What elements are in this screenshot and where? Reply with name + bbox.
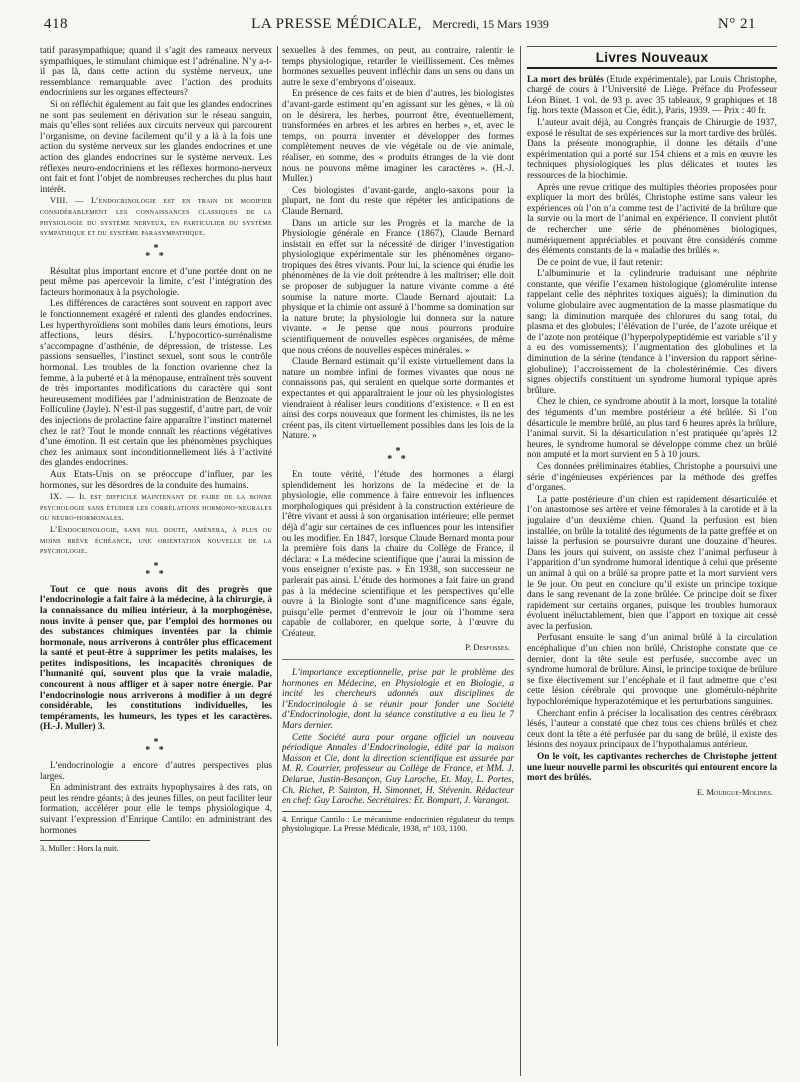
- paragraph: En présence de ces faits et de bien d’autres, les biologistes d’avant-garde estiment qu’en agissant sur les gènes, « là où on le désirera, les herbes, pourront être, éventuellement, transformées en arbres et les arbres en herbes », et, avec le temps, on pourra inventer et développer des formes complètement neuves de vie végétale ou de vie animale, réaliser, en somme, des « produits étranges de la vie dont nous ne pouvons même imaginer les caractères ». (H.-J. Muller.): [282, 89, 514, 185]
- paragraph: En toute vérité, l’étude des hormones a élargi splendidement les horizons de la médecine et de la physiologie, elle commence à faire entrevoir les influences morphologiques qui président à la construction extérieure de l’être vivant et aussi à son organisation intérieure; elle permet déjà d’agir sur certaines de ces influences pour les intensifier ou les modifier. En 1847, lorsque Claude Bernard monta pour la première fois dans la chaire du Collège de France, il déclara: « La médecine scientifique que j’aurai la mission de vous enseigner n’existe pas. » En 1938, son successeur ne parlerait pas ainsi. L’étude des hormones a fait faire un grand pas à la médecine scientifique et les perspectives qu’elle ouvre à la Biologie sont d’une magnificence sans égale, puisqu’elle permet d’entrevoir le jour où l’homme sera capable de collaborer, en quelque sorte, à l’œuvre du Créateur.: [282, 469, 514, 639]
- reviewer-signature: E. Mourgue-Molines.: [696, 786, 773, 797]
- paragraph: Cette Société aura pour organe officiel un nouveau périodique Annales d’Endocrinologie, édité par la maison Masson et Cie, dont la direction scientifique est assurée par M. R. Courrier, professeur au Collège de France, et MM. J. Delarue, Justin-Besançon, Guy Laroche, Et. May, L. Portes, Ch. Richet, P. Sainton, H. Simonnet, H. Stévenin. Rédacteur en chef: Guy Laroche. Secrétaires: Et. Bompart, J. Varangot.: [282, 732, 514, 807]
- section-separator: * * *: [145, 242, 167, 262]
- paragraph: Aux Etats-Unis on se préoccupe d’influer, par les hormones, sur les désordres de la conduite des humains.: [40, 469, 272, 491]
- paragraph: Dans un article sur les Progrès et la marche de la Physiologie générale en France (1867), Claude Bernard insistait en effet sur la nécessité de diriger l’investigation physiologique expérimentale sur les phénomènes organo-tropiques des êtres vivants. Pour lui, la science qui étudie les phénomènes de la vie doit prétendre à les maîtriser; elle doit se proposer de subjuguer la nature vivante comme a été soumise la nature morte. Claude Bernard ajoutait: La physique et la chimie ont assuré à l’homme sa domination sur la nature brute; la physiologie lui donnera sur la nature vivante. « Je pense que nous pourrons produire scientifiquement de nouvelles espèces organisées, de même que nous créons de nouvelles espèces minérales. »: [282, 218, 514, 356]
- book-details: (Etude expérimentale), par Louis Christophe, chargé de cours à l’Université de Liège. Préface du Professeur Léon Binet. 1 vol. de 93 p. avec 35 tableaux, 9 graphiques et 18 fig. hors texte (Masson et Cie, édit.), Paris, 1939. — Prix : 40 fr.: [527, 74, 777, 117]
- paragraph: L’importance exceptionnelle, prise par le problème des hormones en Médecine, en Physiologie et en Biologie, a incité les chercheurs adonnés aux disciplines de l’Endocrinologie à se réunir pour fonder une Société d’Endocrinologie, dont la séance constitutive a eu lieu le 7 Mars dernier.: [282, 668, 514, 732]
- numbered-conclusion: IX. — Il est difficile maintenant de faire de la bonne psychologie sans étudier les corrélations hormono-neurales ou neuro-hormonales.: [40, 492, 272, 523]
- paragraph: Les différences de caractères sont souvent en rapport avec le fonctionnement exagéré et ralenti des glandes endocrines. Les hyperthyroïdiens sont mobiles dans leurs émotions, leurs affections, leurs désirs. L’hypocortico-surrénalisme s’accompagne d’asthénie, de dépression, de tristesse. Les passions sensuelles, l’instinct sexuel, sont sous le contrôle hormonal. Les troubles de la fonction ovarienne chez la femme, à la puberté et à la ménopause, entraînent très souvent de très importantes modifications du caractère qui sont heureusement modifiées par l’administration de Benzoate de Folliculine (Jayle). N’est-il pas suggestif, d’autre part, de voir des injections de prolactine faire apparaître l’instinct maternel chez le rat? Tout le monde connaît les réactions végétatives d’une émotion. Il est certain que les phénomènes psychiques chez les animaux sont inconditionnellement liés à l’activité des glandes endocrines.: [40, 299, 272, 469]
- section-rule: [527, 67, 777, 69]
- column-divider: [520, 46, 521, 1076]
- paragraph: L’endocrinologie a encore d’autres perspectives plus larges.: [40, 761, 272, 782]
- paragraph: De ce point de vue, il faut retenir:: [537, 257, 663, 268]
- numbered-conclusion: VIII. — L’endocrinologie est en train de modifier considérablement les connaissances classiques de la physiologie du système nerveux, en particulier du système sympathique et du système parasympathique.: [40, 196, 272, 238]
- paragraph: Si on réfléchit également au fait que les glandes endocrines ne sont pas seulement en dérivation sur le réseau sanguin, mais qu’elles sont reliées aux circuits nerveux qui parcourent l’organisme, on devine facilement qu’il y a là à la fois une action du système nerveux sur les glandes endocrines et une action des glandes endocrines sur le système nerveux. Les réflexes neuro-endocriniens et les réflexes hormono-nerveux ont fait et font l’objet de nombreuses recherches du plus haut intérêt.: [40, 99, 272, 195]
- section-separator: * * *: [145, 737, 167, 757]
- paragraph: L’albuminurie et la cylindrurie traduisant une néphrite constante, que vérifie l’examen histologique (glomérulite intense rappelant celle des néphrites toxiques aiguës); la diminution du volume globulaire avec augmentation de la masse plasmatique du sang; la diminution marquée des chlorures du sang total, du plasma et des globules; l’élévation de l’urée, de l’azote uréique et de l’azote non protéique (l’hyperpolypeptidémie est variable s’il y a eu des vomissements); l’augmentation des globulines et la diminution de la sérine (tendance à l’inversion du rapport sérine-globuline); l’accroissement de la cholestérinémie. Ces divers signes objectifs constituent un syndrome humoral typique après brûlure.: [527, 269, 777, 396]
- paragraph: Après une revue critique des multiples théories proposées pour expliquer la mort des brûlés, Christophe estime sans valeur les expériences où l’on n’a comme test de l’activité de la brûlure que la survie ou la mort de l’animal en expérience. Il convient plutôt de rechercher une série de phénomènes biologiques, numériquement appréciables et pouvant être considérés comme des éléments constants de la « maladie des brûlés ».: [527, 182, 777, 257]
- paragraph: Ces biologistes d’avant-garde, anglo-saxons pour la plupart, ne font du reste que répéter les anticipations de Claude Bernard.: [282, 185, 514, 217]
- society-announcement: [282, 659, 514, 807]
- paragraph: sexuelles à des femmes, on peut, au contraire, ralentir le temps physiologique, retarder le vieillissement. Ces mêmes hormones sexuelles peuvent infléchir dans un sens ou dans un autre le sexe d’embryons d’oiseaux.: [282, 46, 514, 88]
- paragraph: Chez le chien, ce syndrome aboutit à la mort, lorsque la totalité des téguments d’un membre postérieur a été brûlée. Si l’on désarticule le membre brûlé, au plus tard 6 heures après la brûlure, l’animal survit. Si la désarticulation n’est pratiquée qu’après 12 heures, le syndrome humoral se développe comme chez un brûlé non amputé et la mort survient en 5 à 10 jours.: [527, 397, 777, 461]
- paragraph: Claude Bernard estimait qu’il existe virtuellement dans la nature un nombre infini de formes vivantes que nous ne connaissons pas, qui seraient en quelque sorte dormantes et expectantes et qui apparaîtraient le jour où les physiologistes viendraient à réaliser leurs conditions d’existence. « Il en est ainsi des corps nouveaux que forment les chimistes, ils ne les créent pas, ils citent virtuellement possibles dans les lois de la Nature. »: [282, 357, 514, 442]
- article-column-1: [40, 46, 272, 1046]
- section-rule: [527, 46, 777, 47]
- paragraph: L’Endocrinologie, sans nul doute, amènera, à plus ou moins brève échéance, une orientation nouvelle de la psychologie.: [40, 524, 272, 556]
- footnote: 3. Muller : Hors la nuit.: [40, 844, 119, 854]
- paragraph: L’auteur avait déjà, au Congrès français de Chirurgie de 1937, exposé le résultat de ses expériences sur la mort tardive des brûlés. Dans la présente monographie, il donne les détails d’une expérimentation qui a porté sur 154 chiens et a mis en œuvre les techniques physiologiques les plus délicates et toutes les ressources de la biochimie.: [527, 117, 777, 181]
- section-separator: * * *: [387, 445, 409, 465]
- author-signature: P. Desfosses.: [465, 642, 510, 653]
- book-review-column: [527, 46, 777, 1076]
- section-title: Livres Nouveaux: [595, 50, 709, 65]
- issue-date: Mercredi, 15 Mars 1939: [432, 17, 549, 31]
- journal-name: LA PRESSE MÉDICALE,: [251, 16, 422, 32]
- paragraph: La patte postérieure d’un chien est rapidement désarticulée et l’on anastomose ses artère et veine fémorales à la carotide et à la jugulaire d’un deuxième chien. Quand la perfusion est bien installée, on brûle la totalité des téguments de la patte greffée et on laisse la perfusion se poursuivre durant une douzaine d’heures. Dans les jours qui suivent, on assiste chez l’animal perfuseur à l’apparition d’un syndrome humoral identique à celui que présente un animal à qui on a brûlé sa propre patte et la mort survient vers le 9e jour. On peut en conclure qu’il existe un principe toxique dans le sang revenant de la zone brûlée. Ce principe doit se fixer rapidement sur certains organes, puisque les troubles humoraux évoluent inéluctablement, bien que l’apport en toxique ait cessé avec la perfusion.: [527, 494, 777, 632]
- paragraph: On le voit, les captivantes recherches de Christophe jettent une lueur nouvelle parmi les obscurités qui entourent encore la mort des brûlés.: [527, 752, 777, 784]
- footnote-rule: [40, 840, 150, 841]
- article-column-2: [282, 46, 514, 1046]
- paragraph: Cherchant enfin à préciser la localisation des centres cérébraux lésés, l’auteur a constaté que chez tous ces chiens brûlés et chez ceux dont la tête a été perfusée par du sang de brûlé, il existe des lésions des noyaux principaux de l’hypothalamus antérieur.: [527, 708, 777, 751]
- paragraph: Tout ce que nous avons dit des progrès que l’endocrinologie a fait faire à la médecine, à la chirurgie, à la connaissance du milieu intérieur, à la morphogénèse, nous invite à penser que, par l’emploi des hormones ou des substances chimiques inventées par la chimie hormonale, nous arriverons à contrôler plus efficacement la santé et peut-être à supprimer les petits malaises, les petites indispositions, les incapacités chroniques de l’humanité qui, souvent plus que la vraie maladie, concourent à nous affliger et à saper notre énergie. Par l’endocrinologie nous arriverons à modifier à un degré considérable, les constitutions individuelles, les tempéraments, les humeurs, les types et les caractères. (H.-J. Muller) 3.: [40, 584, 272, 733]
- paragraph: tatif parasympathique; quand il s’agit des rameaux nerveux sympathiques, le stimulant chimique est l’adrénaline. N’y a-t-il pas là, dans cette action du système nerveux, une ressemblance remarquable avec l’action des produits endocriniens sur les organes effecteurs?: [40, 46, 272, 99]
- page-header: [30, 6, 770, 36]
- paragraph: En administrant des extraits hypophysaires à des rats, on peut les rendre géants; à des jeunes filles, on peut faciliter leur formation, accélérer pour elle le temps physiologique 4, suivant l’expression d’Enrique Cantilo: en administrant des hormones: [40, 783, 272, 836]
- running-title: [30, 16, 770, 33]
- book-title: La mort des brûlés: [527, 74, 604, 85]
- footnote: 4. Enrique Cantilo : Le mécanisme endocrinien régulateur du temps physiologique. La Presse Médicale, 1938, n° 103, 1100.: [282, 814, 514, 834]
- paragraph: Ces données préliminaires établies, Christophe a poursuivi une série d’ingénieuses expériences par la méthode des greffes d’organes.: [527, 461, 777, 494]
- paragraph: Perfusant ensuite le sang d’un animal brûlé à la circulation encéphalique d’un chien non brûlé, Christophe constate que ce dernier, dont la tête seule est perfusée, succombe avec un syndrome humoral de brûlure. Ainsi, le principe toxique de brûlure se fixe électivement sur l’encéphale et il faut admettre que c’est cette lésion cérébrale qui provoque une glomérulo-néphrite hypochlorémique hyperazotémique et les perturbations sanguines.: [527, 633, 777, 708]
- issue-number: N° 21: [717, 16, 756, 32]
- footnote-rule: [282, 811, 392, 812]
- section-separator: * * *: [145, 560, 167, 580]
- page-number: 418: [44, 16, 68, 32]
- paragraph: Résultat plus important encore et d’une portée dont on ne peut même pas apercevoir la limite, c’est l’intégration des facteurs hormonaux à la psychologie.: [40, 266, 272, 298]
- book-reference: [527, 75, 777, 117]
- column-divider: [277, 46, 278, 1046]
